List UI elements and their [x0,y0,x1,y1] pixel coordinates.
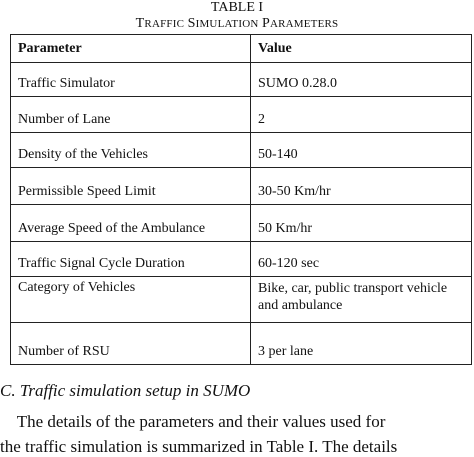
title-word: PARAMETERS [261,16,339,31]
value-cell: Bike, car, public transport vehicle and ambulance [251,277,472,323]
title-word: SIMULATION [187,16,259,31]
parameter-cell: Number of Lane [11,97,251,133]
value-cell: 50-140 [251,133,472,168]
value-cell: 50 Km/hr [251,205,472,242]
section-heading: C. Traffic simulation setup in SUMO [0,381,251,400]
table-title [0,16,474,31]
table-row [11,63,472,97]
table-number: TABLE I [210,0,264,15]
column-header-value: Value [251,35,472,63]
table-row [11,242,472,277]
value-cell: 2 [251,97,472,133]
value-cell: SUMO 0.28.0 [251,63,472,97]
table-header-row [11,35,472,63]
parameter-cell: Traffic Signal Cycle Duration [11,242,251,277]
parameter-cell: Traffic Simulator [11,63,251,97]
parameter-cell: Density of the Vehicles [11,133,251,168]
table-row [11,97,472,133]
table-row [11,168,472,205]
table-row [11,133,472,168]
column-header-parameter: Parameter [11,35,251,63]
parameter-cell: Permissible Speed Limit [11,168,251,205]
table-row [11,277,472,323]
paragraph-line: the traffic simulation is summarized in Table I. The details [0,437,398,456]
title-word: TRAFFIC [135,16,185,31]
table-row [11,323,472,365]
parameters-table [10,34,472,365]
paragraph-line: The details of the parameters and their values used for [0,412,386,431]
value-cell: 60-120 sec [251,242,472,277]
value-cell: 3 per lane [251,323,472,365]
value-cell: 30-50 Km/hr [251,168,472,205]
parameter-cell: Number of RSU [11,323,251,365]
table-row [11,205,472,242]
parameter-cell: Average Speed of the Ambulance [11,205,251,242]
parameter-cell: Category of Vehicles [11,277,251,323]
